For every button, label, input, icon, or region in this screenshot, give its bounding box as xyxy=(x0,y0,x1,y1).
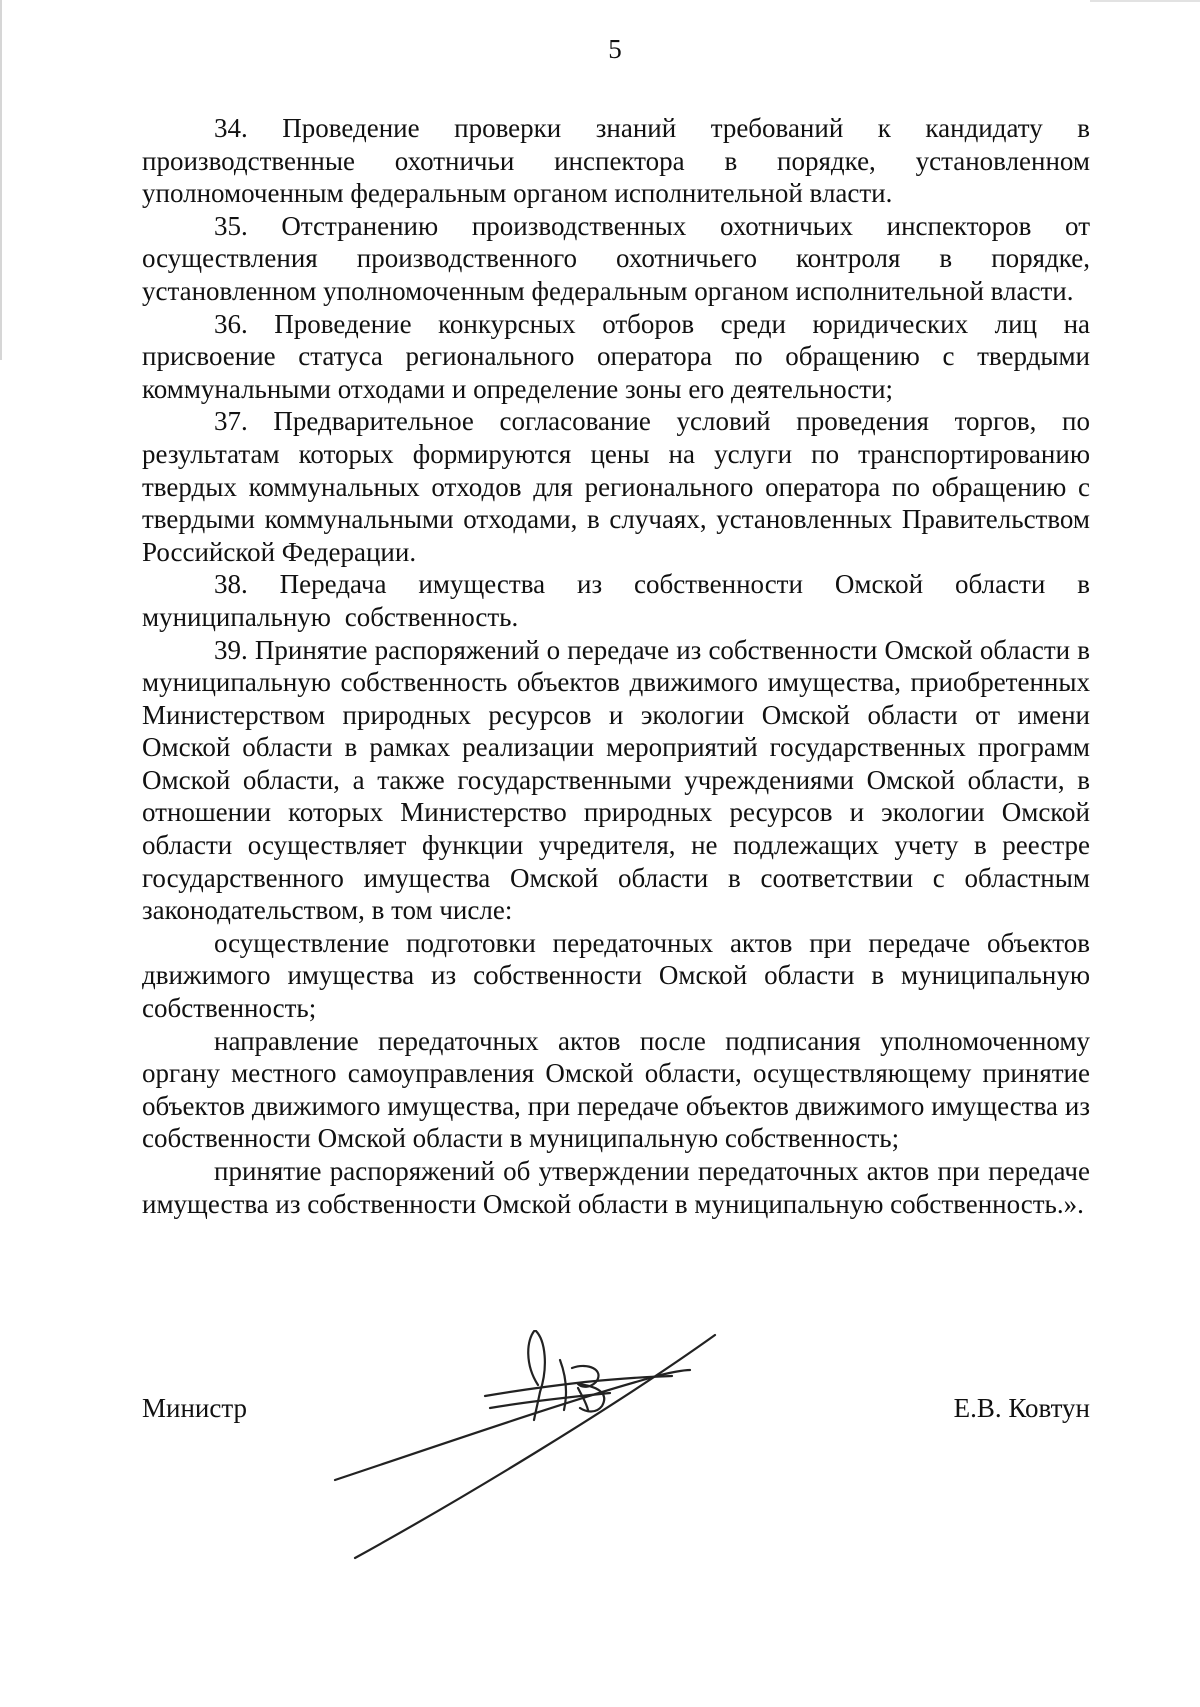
signatory-title: Министр xyxy=(142,1393,247,1423)
paragraph-36: 36. Проведение конкурсных отборов среди юридических лиц на присвоение статуса регионального оператора по обращению с твердыми коммунальными отходами и определение зоны его деятельности; xyxy=(142,308,1090,404)
paragraph-38: 38. Передача имущества из собственности Омской области в муниципальную собственность. xyxy=(142,569,1090,632)
signatory-name: Е.В. Ковтун xyxy=(953,1393,1090,1423)
paragraph-39-item-1: осуществление подготовки передаточных актов при передаче объектов движимого имущества из собственности Омской области в муниципальную собственность; xyxy=(142,927,1090,1024)
document-body xyxy=(142,112,1090,1220)
paragraph-34: 34. Проведение проверки знаний требований к кандидату в производственные охотничьи инспектора в порядке, установленном уполномоченным федеральным органом исполнительной власти. xyxy=(142,113,1090,209)
paragraph-35: 35. Отстранению производственных охотничьих инспекторов от осуществления производственного охотничьего контроля в порядке, установленном уполномоченным федеральным органом исполнительной власти. xyxy=(142,210,1090,306)
page-number: 5 xyxy=(608,34,622,64)
paragraph-39-item-3: принятие распоряжений об утверждении передаточных актов при передаче имущества из собственности Омской области в муниципальную собственность.». xyxy=(142,1156,1090,1219)
paragraph-37: 37. Предварительное согласование условий проведения торгов, по результатам которых формируются цены на услуги по транспортированию твердых коммунальных отходов для регионального оператора по обращению с твердыми коммунальными отходами, в случаях, установленных Правительством Российской Федерации. xyxy=(142,406,1090,567)
scan-edge-top xyxy=(1090,0,1200,2)
handwritten-signature xyxy=(320,1330,770,1570)
paragraph-39: 39. Принятие распоряжений о передаче из собственности Омской области в муниципальную собственность объектов движимого имущества, приобретенных Министерством природных ресурсов и экологии Омской области от имени Омской области в рамках реализации мероприятий государственных программ Омской области, а также государственными учреждениями Омской области, в отношении которых Министерство природных ресурсов и экологии Омской области осуществляет функции учредителя, не подлежащих учету в реестре государственного имущества Омской области в соответствии с областным законодательством, в том числе: xyxy=(142,634,1090,926)
paragraph-39-item-2: направление передаточных актов после подписания уполномоченному органу местного самоуправления Омской области, осуществляющему принятие объектов движимого имущества, при передаче объектов движимого имущества из собственности Омской области в муниципальную собственность; xyxy=(142,1025,1090,1154)
